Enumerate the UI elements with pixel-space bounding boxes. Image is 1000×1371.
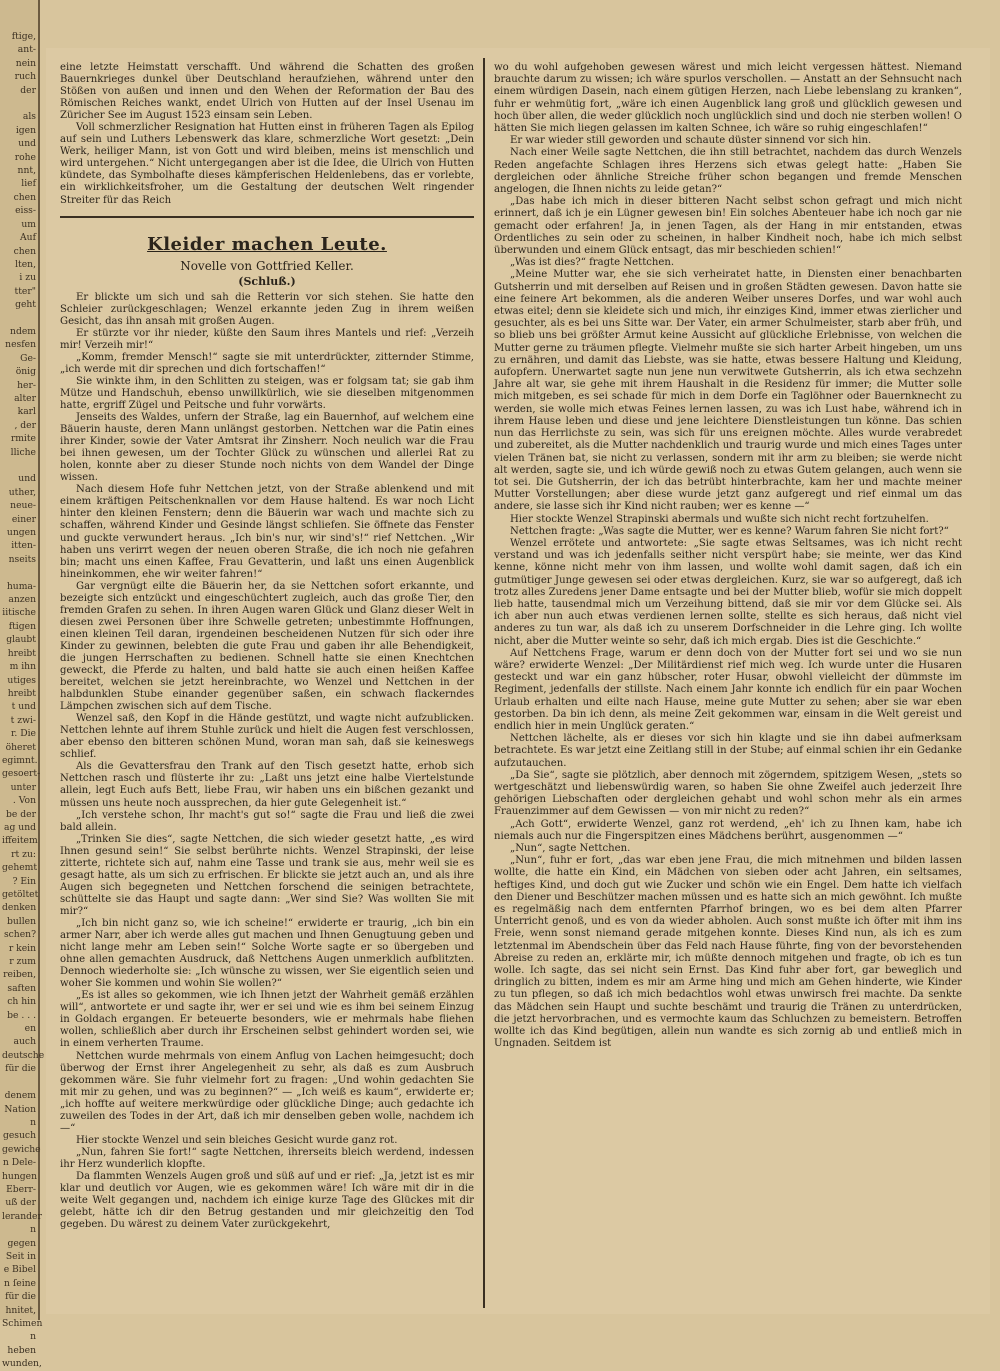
paragraph: „Es ist alles so gekommen, wie ich Ihnen jetzt der Wahrheit gemäß erzählen will“, antwortete er und sagte ihr, wer er sei und wie es ihm bei seinem Einzug in Goldach ergangen. Er beteuerte besonders, wie er mehrmals habe fliehen wollen, schließlich aber durch ihr Erscheinen selbst gehindert worden sei, wie in einem verherten Traume. [60,990,474,1050]
paragraph: „Meine Mutter war, ehe sie sich verheiratet hatte, in Diensten einer benachbarten Gutsherrin und mit derselben auf Reisen und in großen Städten gewesen. Davon hatte sie eine feinere Art bekommen, als die anderen Weiber unseres Dorfes, und war wohl auch etwas eitel; denn sie kleidete sich und mich, ihr einziges Kind, immer etwas zierlicher und gesuchter, als es bei uns Sitte war. Der Vater, ein armer Schulmeister, starb aber früh, und so blieb uns bei größter Armut keine Aussicht auf glückliche Erlebnisse, von welchen die Mutter gerne zu träumen pflegte. Vielmehr mußte sie sich harter Arbeit hingeben, um uns zu ernähren, und damit das Liebste, was sie hatte, etwas bessere Haltung und Kleidung, aufopfern. Unerwartet sagte nun jene nun verwitwete Gutsherrin, als ich etwa sechzehn Jahre alt war, sie gehe mit ihrem Haushalt in die Residenz für immer; die Mutter solle mich mitgeben, es sei schade für mich in dem Dorfe ein Taglöhner oder Bauernknecht zu werden, sie wolle mich etwas Feines lernen lassen, zu was ich Lust habe, während ich in ihrem Hause leben und diese und jene leichtere Dienstleistungen tun könne. Das schien nun das Herrlichste zu sein, was sich für uns ereignen möchte. Alles wurde verabredet und zubereitet, als die Mutter nachdenklich und traurig wurde und mich eines Tages unter vielen Tränen bat, sie nicht zu verlassen, sondern mit ihr arm zu bleiben; sie werde nicht alt werden, sagte sie, und ich würde gewiß noch zu etwas Gutem gelangen, auch wenn sie tot sei. Die Gutsherrin, der ich das betrübt hinterbrachte, kam her und machte meiner Mutter Vorstellungen; aber diese wurde jetzt ganz aufgeregt und rief einmal um das andere, sie lasse sich ihr Kind nicht rauben; wer es kenne —“ [494,269,962,513]
paragraph: Wenzel saß, den Kopf in die Hände gestützt, und wagte nicht aufzublicken. Nettchen lehnte auf ihrem Stuhle zurück und hielt die Augen fest verschlossen, aber ebenso den bitteren schönen Mund, woran man sah, daß sie keineswegs schlief. [60,713,474,761]
section-divider [60,216,474,218]
paragraph: Nach diesem Hofe fuhr Nettchen jetzt, von der Straße ablenkend und mit einem kräftigen Peitschenknallen vor dem Hause haltend. Es war noch Licht hinter den kleinen Fenstern; denn die Bäuerin war wach und machte sich zu schaffen, während Kinder und Gesinde längst schliefen. Sie öffnete das Fenster und guckte verwundert heraus. „Ich bin's nur, wir sind's!“ rief Nettchen. „Wir haben uns verirrt wegen der neuen oberen Straße, die ich noch nie gefahren bin; macht uns einen Kaffee, Frau Gevatterin, und laßt uns einen Augenblick hineinkommen, ehe wir weiter fahren!“ [60,484,474,580]
paragraph: „Ach Gott“, erwiderte Wenzel, ganz rot werdend, „eh' ich zu Ihnen kam, habe ich niemals auch nur die Fingerspitzen eines Mädchens berührt, ausgenommen —“ [494,818,962,842]
paragraph: „Ich verstehe schon, Ihr macht's gut so!“ sagte die Frau und ließ die zwei bald allein. [60,809,474,833]
story-title: Kleider machen Leute. [147,233,387,255]
paragraph: „Was ist dies?“ fragte Nettchen. [510,257,675,269]
paragraph: Jenseits des Waldes, unfern der Straße, lag ein Bauernhof, auf welchem eine Bäuerin hauste, deren Mann unlängst gestorben. Nettchen war die Patin eines ihrer Kinder, sowie der Vater Amtsrat ihr Zinsherr. Noch neulich war die Frau bei ihnen gewesen, um der Tochter Glück zu wünschen und allerlei Rat zu holen, konnte aber zu dieser Stunde noch nichts von dem Wandel der Dinge wissen. [60,412,474,484]
paragraph: Er war wieder still geworden und schaute düster sinnend vor sich hin. [510,135,872,147]
paragraph: Sie winkte ihm, in den Schlitten zu steigen, was er folgsam tat; sie gab ihm Mütze und Handschuh, ebenso unwillkürlich, wie sie dieselben mitgenommen hatte, ergriff Zügel und Peitsche und fuhr vorwärts. [60,375,474,411]
right-column [494,62,962,1306]
paragraph: Auf Nettchens Frage, warum er denn doch von der Mutter fort sei und wo sie nun wäre? erwiderte Wenzel: „Der Militärdienst rief mich weg. Ich wurde unter die Husaren gesteckt und war ein ganz hübscher, roter Husar, obwohl vielleicht der dümmste im Regiment, jedenfalls der stillste. Nach einem Jahr konnte ich endlich für ein paar Wochen Urlaub erhalten und eilte nach Hause, meine gute Mutter zu sehen; aber sie war eben gestorben. Da bin ich denn, als meine Zeit gekommen war, einsam in die Welt gereist und endlich hier in mein Unglück geraten.“ [494,647,962,732]
paragraph: Gar vergnügt eilte die Bäuerin her, da sie Nettchen sofort erkannte, und bezeigte sich entzückt und eingeschüchtert zugleich, auch das große Tier, den fremden Grafen zu sehen. In ihren Augen waren Glück und Glanz dieser Welt in diesen zwei Personen über ihre Schwelle getreten; unbestimmte Hoffnungen, einen kleinen Teil daran, irgendeinen bescheidenen Nutzen für sich oder ihre Kinder zu gewinnen, belebten die gute Frau und gaben ihr alle Behendigkeit, die jungen Herrschaften zu bedienen. Schnell hatte sie einen Knechtchen geweckt, die Pferde zu halten, und bald hatte sie auch einen heißen Kaffee bereitet, welchen sie jetzt hereinbrachte, wo Wenzel und Nettchen in der halbdunklen Stube einander gegenüber saßen, ein schwach flackerndes Lämpchen zwischen sich auf dem Tische. [60,580,474,713]
paragraph: „Komm, fremder Mensch!“ sagte sie mit unterdrückter, zitternder Stimme, „ich werde mit dir sprechen und dich fortschaffen!“ [60,351,474,375]
paragraph: eine letzte Heimstatt verschafft. Und während die Schatten des großen Bauernkrieges dunkel über Deutschland heraufziehen, während unter den Stößen von außen und innen und den Wehen der Reformation der Bau des Römischen Reiches wankt, endet Ulrich von Hutten auf der Insel Usenau im Züricher See im August 1523 einsam sein Leben. [60,62,474,122]
paragraph: Wenzel errötete und antwortete: „Sie sagte etwas Seltsames, was ich nicht recht verstand und was ich jedenfalls seither nicht verspürt habe; sie meinte, wer das Kind kenne, könne nicht mehr von ihm lassen, und wollte wohl damit sagen, daß ich ein gutmütiger Junge gewesen sei oder etwas dergleichen. Kurz, sie war so aufgeregt, daß ich trotz alles Zuredens jener Dame entsagte und bei der Mutter blieb, wofür sie mich doppelt lieb hatte, tausendmal mich um Verzeihung bittend, daß sie mir vor dem Glücke sei. Als ich aber nun auch etwas verdienen lernen sollte, stellte es sich heraus, daß nicht viel anderes zu tun war, als daß ich zu unserem Dorfschneider in die Lehre ging. Ich wollte nicht, aber die Mutter weinte so sehr, daß ich mich ergab. Dies ist die Geschichte.“ [494,537,962,647]
story-subtitle: Novelle von Gottfried Keller. [180,258,354,273]
paragraph: „Nun, fahren Sie fort!“ sagte Nettchen, ihrerseits bleich werdend, indessen ihr Herz wunderlich klopfte. [60,1146,474,1170]
paragraph: „Das habe ich mich in dieser bitteren Nacht selbst schon gefragt und mich nicht erinnert, daß ich je ein Lügner gewesen bin! Ein solches Abenteuer habe ich noch gar nie gemacht oder erfahren! Ja, in jenen Tagen, als der Hang in mir entstanden, etwas Ordentliches zu sein oder zu scheinen, in halber Kindheit noch, habe ich mich selbst überwunden und einem Glück entsagt, das mir beschieden schien!“ [494,196,962,257]
paragraph: „Nun“, sagte Nettchen. [510,843,631,854]
paragraph: wo du wohl aufgehoben gewesen wärest und mich leicht vergessen hättest. Niemand brauchte darum zu wissen; ich wäre spurlos verschollen. — Anstatt an der Sehnsucht nach einem würdigen Dasein, nach einem gütigen Herzen, nach Liebe lebenslang zu kranken“, fuhr er wehmütig fort, „wäre ich einen Augenblick lang groß und glücklich gewesen und hoch über allen, die weder glücklich noch unglücklich sind und doch nie sterben wollen! O hätten Sie mich liegen gelassen im kalten Schnee, ich wäre so ruhig eingeschlafen!“ [494,62,962,135]
column-rule [483,58,485,1308]
paragraph: Nach einer Weile sagte Nettchen, die ihn still betrachtet, nachdem das durch Wenzels Reden angefachte Schlagen ihres Herzens sich etwas gelegt hatte: „Haben Sie dergleichen oder ähnliche Streiche früher schon begangen und fremde Menschen angelogen, die Ihnen nichts zu leide getan?“ [494,147,962,196]
paragraph: „Da Sie“, sagte sie plötzlich, aber dennoch mit zögerndem, spitzigem Wesen, „stets so wertgeschätzt und liebenswürdig waren, so haben Sie ohne Zweifel auch jederzeit Ihre gehörigen Liebschaften oder dergleichen gehabt und wohl schon mehr als ein armes Frauenzimmer auf dem Gewissen — von mir nicht zu reden?“ [494,769,962,818]
paragraph: Hier stockte Wenzel und sein bleiches Gesicht wurde ganz rot. [76,1134,398,1146]
paragraph: Nettchen wurde mehrmals von einem Anflug von Lachen heimgesucht; doch überwog der Ernst ihrer Angelegenheit zu sehr, als daß es zum Ausbruch gekommen wäre. Sie fuhr vielmehr fort zu fragen: „Und wohin gedachten Sie mit mir zu gehen, und was zu beginnen?“ — „Ich weiß es kaum“, erwiderte er; „ich hoffte auf weitere merkwürdige oder glückliche Dinge; auch gedachte ich zuweilen des Todes in der Art, daß ich mir denselben geben wolle, nachdem ich —“ [60,1050,474,1134]
paragraph: „Ich bin nicht ganz so, wie ich scheine!“ erwiderte er traurig, „ich bin ein armer Narr, aber ich werde alles gut machen und Ihnen Genugtuung geben und nicht lange mehr am Leben sein!“ Solche Worte sagte er so übergeben und ohne allen gemachten Ausdruck, daß Nettchens Augen unmerklich aufblitzten. Dennoch wiederholte sie: „Ich wünsche zu wissen, wer Sie eigentlich seien und woher Sie kommen und wohin Sie wollen?“ [60,918,474,990]
continuation-note: (Schluß.) [238,274,296,288]
paragraph: Hier stockte Wenzel Strapinski abermals und wußte sich nicht recht fortzuhelfen. [510,513,929,525]
paragraph: Da flammten Wenzels Augen groß und süß auf und er rief: „Ja, jetzt ist es mir klar und deutlich vor Augen, wie es gekommen wäre! Ich wäre mit dir in die weite Welt gegangen und, nachdem ich einige kurze Tage des Glückes mit dir gelebt, hätte ich dir den Betrug gestanden und mir gleichzeitig den Tod gegeben. Du wärest zu deinem Vater zurückgekehrt, [60,1170,474,1231]
paragraph: Voll schmerzlicher Resignation hat Hutten einst in früheren Tagen als Epilog auf sein und Luthers Lebenswerk das klare, schmerzliche Wort gesetzt: „Dein Werk, heiliger Mann, ist von Gott und wird bleiben, meins ist menschlich und wird untergehen.“ Nicht untergegangen aber ist die Idee, die Ulrich von Hutten kündete, das Symbolhafte dieses kämpferischen Heldenlebens, das er vorlebte, ein wirklichkeitsfroher, um die Gestaltung der deutschen Welt ringender Streiter für das Reich [60,122,474,206]
left-column [60,62,474,1306]
previous-page-edge [0,0,45,1370]
previous-page-fragment: ftige, ant- nein ruch der als igen und rohe nnt, lief chen eiss- um Auf chen lten, i zu tter" geht ndem nesfen Ge- önig her- alter karl , der rmite lliche und uther, neue- einer ungen itten- nseits huma- anzen iitische ftigen glaubt hreibt m ihn utiges hreibt t und t zwi- r. Die öheret egimnt. gesoert- unter . Von be der ag und iffeitem rt zu: gehemt ? Ein getöltet denken bullen schen? r kein r zum reiben, saften ch hin be . . . en auch deutsche für die denem Nation n gesuch gewiche n Dele- hungen Eberr- uß der lerander n gegen Seit in e Bibel n ſeine für die hnitet, Schimen n heben wunden, [2,31,45,1370]
newspaper-page [46,48,990,1314]
paragraph: Er blickte um sich und sah die Retterin vor sich stehen. Sie hatte den Schleier zurückgeschlagen; Wenzel erkannte jeden Zug in ihrem weißen Gesicht, das ihn ansah mit großen Augen. [60,291,474,327]
paragraph: Nettchen lächelte, als er dieses vor sich hin klagte und sie ihn dabei aufmerksam betrachtete. Es war jetzt eine Zeitlang still in der Stube; auf einmal schien ihr ein Gedanke aufzutauchen. [494,733,962,769]
paragraph: Nettchen fragte: „Was sagte die Mutter, wer es kenne? Warum fahren Sie nicht fort?“ [510,525,949,537]
paragraph: Er stürzte vor ihr nieder, küßte den Saum ihres Mantels und rief: „Verzeih mir! Verzeih mir!“ [60,327,474,351]
paragraph: Als die Gevattersfrau den Trank auf den Tisch gesetzt hatte, erhob sich Nettchen rasch und flüsterte ihr zu: „Laßt uns jetzt eine halbe Viertelstunde allein, legt Euch aufs Bett, liebe Frau, wir haben uns ein bißchen gezankt und müssen uns heute noch aussprechen, da hier gute Gelegenheit ist.“ [60,761,474,809]
paragraph: „Nun“, fuhr er fort, „das war eben jene Frau, die mich mitnehmen und bilden lassen wollte, die hatte ein Kind, ein Mädchen von sieben oder acht Jahren, ein seltsames, heftiges Kind, und doch gut wie Zucker und schön wie ein Engel. Dem hatte ich vielfach den Diener und Beschützer machen müssen und es hatte sich an mich gewöhnt. Ich mußte es regelmäßig nach dem entfernten Pfarrhof bringen, wo es bei dem alten Pfarrer Unterricht genoß, und es von da wieder abholen. Auch sonst mußte ich öfter mit ihm ins Freie, wenn sonst niemand gerade mitgehen konnte. Dieses Kind nun, als ich es zum letztenmal im Abendschein über das Feld nach Hause führte, fing von der bevorstehenden Abreise zu reden an, erklärte mir, ich müßte dennoch mitgehen und fragte, ob ich es tun wolle. Ich sagte, das sei nicht sein Ernst. Das Kind fuhr aber fort, gar beweglich und dringlich zu bitten, indem es mir am Arme hing und mich am Gehen hinderte, wie Kinder zu tun pflegen, so daß ich mich bedachtlos wohl etwas unwirsch frei machte. Da senkte das Mädchen sein Haupt und suchte beschämt und traurig die Tränen zu unterdrücken, die jetzt hervorbrachen, und es vermochte kaum das Schluchzen zu bemeistern. Betroffen wollte ich das Kind begütigen, allein nun wandte es sich zornig ab und entließ mich in Ungnaden. Seitdem ist [494,855,962,1050]
paragraph: „Trinken Sie dies“, sagte Nettchen, die sich wieder gesetzt hatte, „es wird Ihnen gesund sein!“ Sie selbst berührte nichts. Wenzel Strapinski, der leise zitterte, richtete sich auf, nahm eine Tasse und trank sie aus, mehr weil sie es gesagt hatte, als um sich zu erfrischen. Er blickte sie jetzt auch an, und als ihre Augen sich begegneten und Nettchen forschend die seinigen betrachtete, schüttelte sie das Haupt und sagte dann: „Wer sind Sie? Was wollten Sie mit mir?“ [60,833,474,917]
